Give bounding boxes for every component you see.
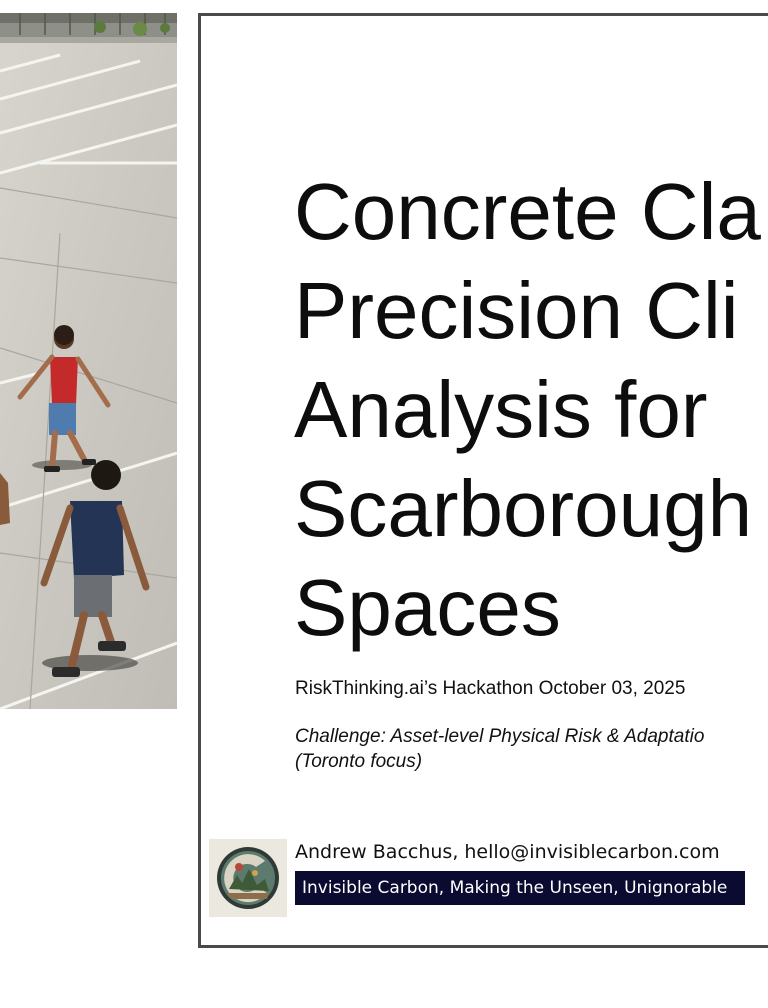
title-line: Precision Cli <box>294 266 739 355</box>
invisible-carbon-logo-icon <box>209 839 287 917</box>
title-line: Analysis for <box>294 365 708 454</box>
hero-photo <box>0 13 177 709</box>
title-line: Spaces <box>294 563 561 652</box>
challenge-line: Challenge: Asset-level Physical Risk & Adaptatio <box>295 726 705 747</box>
title-line: Scarborough <box>294 464 753 553</box>
author-contact: Andrew Bacchus, hello@invisiblecarbon.com <box>295 841 720 863</box>
challenge-text <box>295 724 704 774</box>
title-line: Concrete Cla <box>294 167 761 256</box>
event-line: RiskThinking.ai’s Hackathon October 03, 2025 <box>295 678 686 699</box>
challenge-line: (Toronto focus) <box>295 751 423 772</box>
tagline-banner: Invisible Carbon, Making the Unseen, Unignorable <box>295 871 745 905</box>
slide-title <box>294 162 768 657</box>
